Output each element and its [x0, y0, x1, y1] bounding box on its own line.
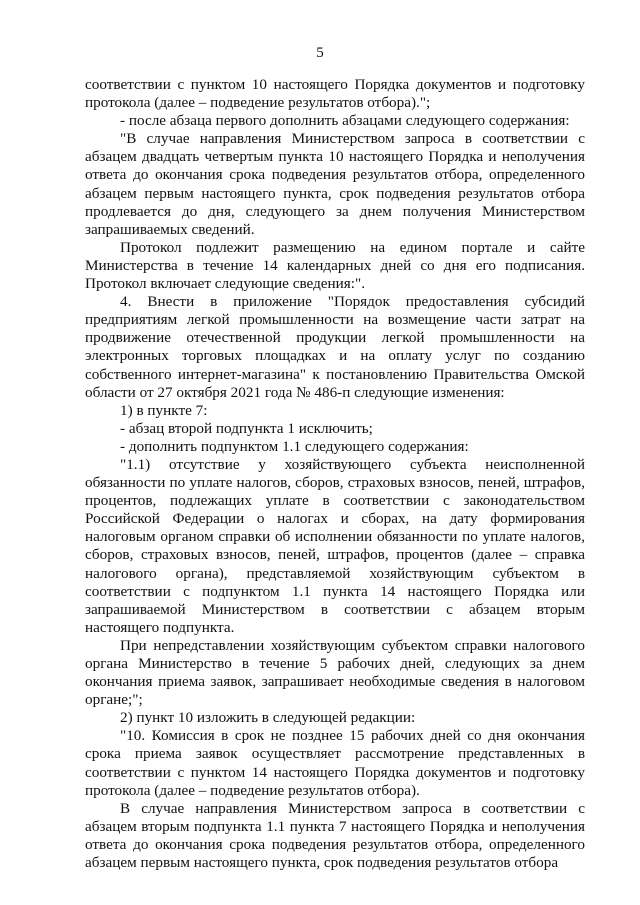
paragraph: соответствии с пунктом 10 настоящего Порядка документов и подготовку протокола (далее – подведение результатов отбора)."; — [85, 76, 585, 112]
document-body — [85, 76, 585, 872]
paragraph: 1) в пункте 7: — [120, 401, 208, 419]
paragraph: - абзац второй подпункта 1 исключить; — [120, 419, 373, 437]
paragraph: - после абзаца первого дополнить абзацами следующего содержания: — [120, 112, 570, 130]
page-number: 5 — [316, 45, 324, 61]
paragraph: "10. Комиссия в срок не позднее 15 рабочих дней со дня окончания срока приема заявок осуществляет рассмотрение представленных в соответствии с пунктом 14 настоящего Порядка документов и подготовку протокола (далее – подведение результатов отбора). — [85, 727, 585, 799]
paragraph: "1.1) отсутствие у хозяйствующего субъекта неисполненной обязанности по уплате налогов, сборов, страховых взносов, пеней, штрафов, процентов, подлежащих уплате в соответствии с законодательством Российской Федерации о налогах и сборах, на дату формирования налоговым органом справки об исполнении обязанности по уплате налогов, сборов, страховых взносов, пеней, штрафов, процентов (далее – справка налогового органа), представляемой хозяйствующим субъектом в соответствии с подпунктом 1.1 пункта 14 настоящего Порядка или запрашиваемой Министерством в соответствии с абзацем вторым настоящего подпункта. — [85, 455, 585, 636]
paragraph: 4. Внести в приложение "Порядок предоставления субсидий предприятиям легкой промышленности на возмещение части затрат на продвижение отечественной продукции легкой промышленности на электронных торговых площадках и на оплату услуг по созданию собственного интернет-магазина" к постановлению Правительства Омской области от 27 октября 2021 года № 486-п следующие изменения: — [85, 293, 585, 401]
paragraph: 2) пункт 10 изложить в следующей редакции: — [120, 709, 416, 727]
paragraph: В случае направления Министерством запроса в соответствии с абзацем вторым подпункта 1.1 пункта 7 настоящего Порядка и неполучения ответа до окончания срока подведения результатов отбора, определенного абзацем первым настоящего пункта, срок подведения результатов отбора — [85, 799, 585, 872]
paragraph: - дополнить подпунктом 1.1 следующего содержания: — [120, 437, 469, 455]
paragraph: При непредставлении хозяйствующим субъектом справки налогового органа Министерство в течение 5 рабочих дней, следующих за днем окончания приема заявок, запрашивает необходимые сведения в налоговом органе;"; — [85, 636, 585, 709]
paragraph: Протокол подлежит размещению на едином портале и сайте Министерства в течение 14 календарных дней со дня его подписания. Протокол включает следующие сведения:". — [85, 238, 585, 293]
paragraph: "В случае направления Министерством запроса в соответствии с абзацем двадцать четвертым пункта 10 настоящего Порядка и неполучения ответа до окончания срока подведения результатов отбора, определенного абзацем первым настоящего пункта, срок подведения результатов отбора продлевается до дня, следующего за днем получения Министерством запрашиваемых сведений. — [85, 130, 585, 238]
